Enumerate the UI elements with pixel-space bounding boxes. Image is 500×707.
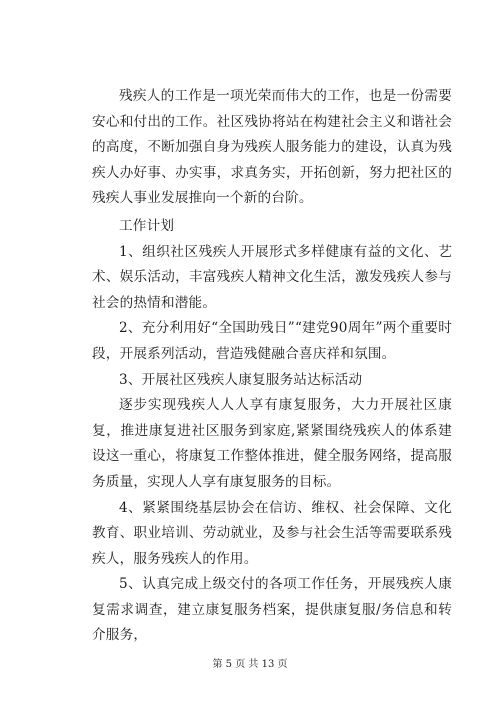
- paragraph-item-5: 5、认真完成上级交付的各项工作任务，开展残疾人康复需求调查，建立康复服务档案，提供康复服/务信息和转介服务，: [92, 576, 452, 644]
- paragraph-item-1: 1、组织社区残疾人开展形式多样健康有益的文化、艺术、娱乐活动，丰富残疾人精神文化生活，激发残疾人参与社会的热情和潜能。: [92, 243, 452, 311]
- paragraph-item-3-detail: 逐步实现残疾人人人享有康复服务，大力开展社区康复，推进康复进社区服务到家庭,紧紧围绕残疾人的体系建设这一重心，将康复工作整体推进，健全服务网络，提高服务质量，实现人人享有康复服务的目标。: [92, 397, 452, 490]
- page-number-footer: 第 5 页 共 13 页: [212, 659, 288, 670]
- paragraph-intro: 残疾人的工作是一项光荣而伟大的工作，也是一份需要安心和付出的工作。社区残协将站在构建社会主义和谐社会的高度，不断加强自身为残疾人服务能力的建设，认真为残疾人办好事、办实事，求真务实，开拓创新，努力把社区的残疾人事业发展推向一个新的台阶。: [92, 88, 452, 207]
- paragraph-item-3: 3、开展社区残疾人康复服务站达标活动: [119, 371, 363, 388]
- paragraph-item-4: 4、紧紧围绕基层协会在信访、维权、社会保障、文化教育、职业培训、劳动就业，及参与社会生活等需要联系残疾人，服务残疾人的作用。: [92, 499, 452, 567]
- paragraph-item-2: 2、充分利用好“全国助残日”“建党90周年”两个重要时段，开展系列活动，营造残健融合喜庆祥和氛围。: [92, 320, 452, 362]
- document-body: [92, 84, 452, 649]
- section-heading-work-plan: 工作计划: [119, 217, 175, 234]
